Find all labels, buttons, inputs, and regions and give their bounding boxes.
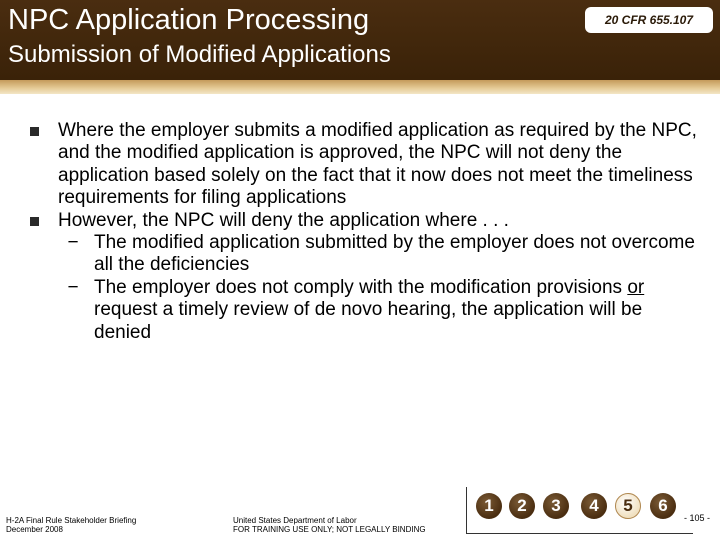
dash-bullet-icon: − <box>67 232 79 254</box>
square-bullet-icon <box>30 127 39 136</box>
slide-title: NPC Application Processing <box>8 4 370 36</box>
nav-button-2[interactable]: 2 <box>509 493 535 519</box>
sub-bullet-text-end: request a timely review of de novo hearing, the application will be denied <box>94 299 643 343</box>
header-stripe <box>0 80 720 94</box>
footer-briefing-info <box>6 516 136 534</box>
nav-button-4[interactable]: 4 <box>581 493 607 519</box>
bullet-text: However, the NPC will deny the application where . . . <box>58 209 509 231</box>
square-bullet-icon <box>30 217 39 226</box>
cfr-reference-badge: 20 CFR 655.107 <box>585 7 713 33</box>
bullet-item <box>30 210 700 232</box>
nav-button-5[interactable]: 5 <box>615 493 641 519</box>
dash-bullet-icon: − <box>67 276 79 298</box>
footer-disclaimer: FOR TRAINING USE ONLY; NOT LEGALLY BINDING <box>233 525 426 534</box>
slide-content <box>30 120 700 344</box>
slide-subtitle: Submission of Modified Applications <box>8 41 391 68</box>
sub-bullet-item <box>30 232 700 277</box>
nav-button-3[interactable]: 3 <box>543 493 569 519</box>
sub-bullet-emphasis: or <box>627 276 645 298</box>
page-number: - 105 - <box>684 513 711 523</box>
nav-button-6[interactable]: 6 <box>650 493 676 519</box>
nav-button-1[interactable]: 1 <box>476 493 502 519</box>
footer-department-info <box>233 516 426 534</box>
bullet-text: Where the employer submits a modified application as required by the NPC, and the modified application is approved, the NPC will not deny the application based solely on the fact that it now does not meet the timeliness requirements for filing applications <box>58 120 697 209</box>
sub-bullet-text: The modified application submitted by the employer does not overcome all the deficiencies <box>94 232 695 276</box>
footer-briefing-date: December 2008 <box>6 525 63 534</box>
bullet-item <box>30 120 700 210</box>
footer-department: United States Department of Labor <box>233 516 357 525</box>
sub-bullet-item <box>30 277 700 344</box>
footer-briefing-title: H-2A Final Rule Stakeholder Briefing <box>6 516 137 525</box>
sub-bullet-text-start: The employer does not comply with the modification provisions <box>94 276 628 298</box>
